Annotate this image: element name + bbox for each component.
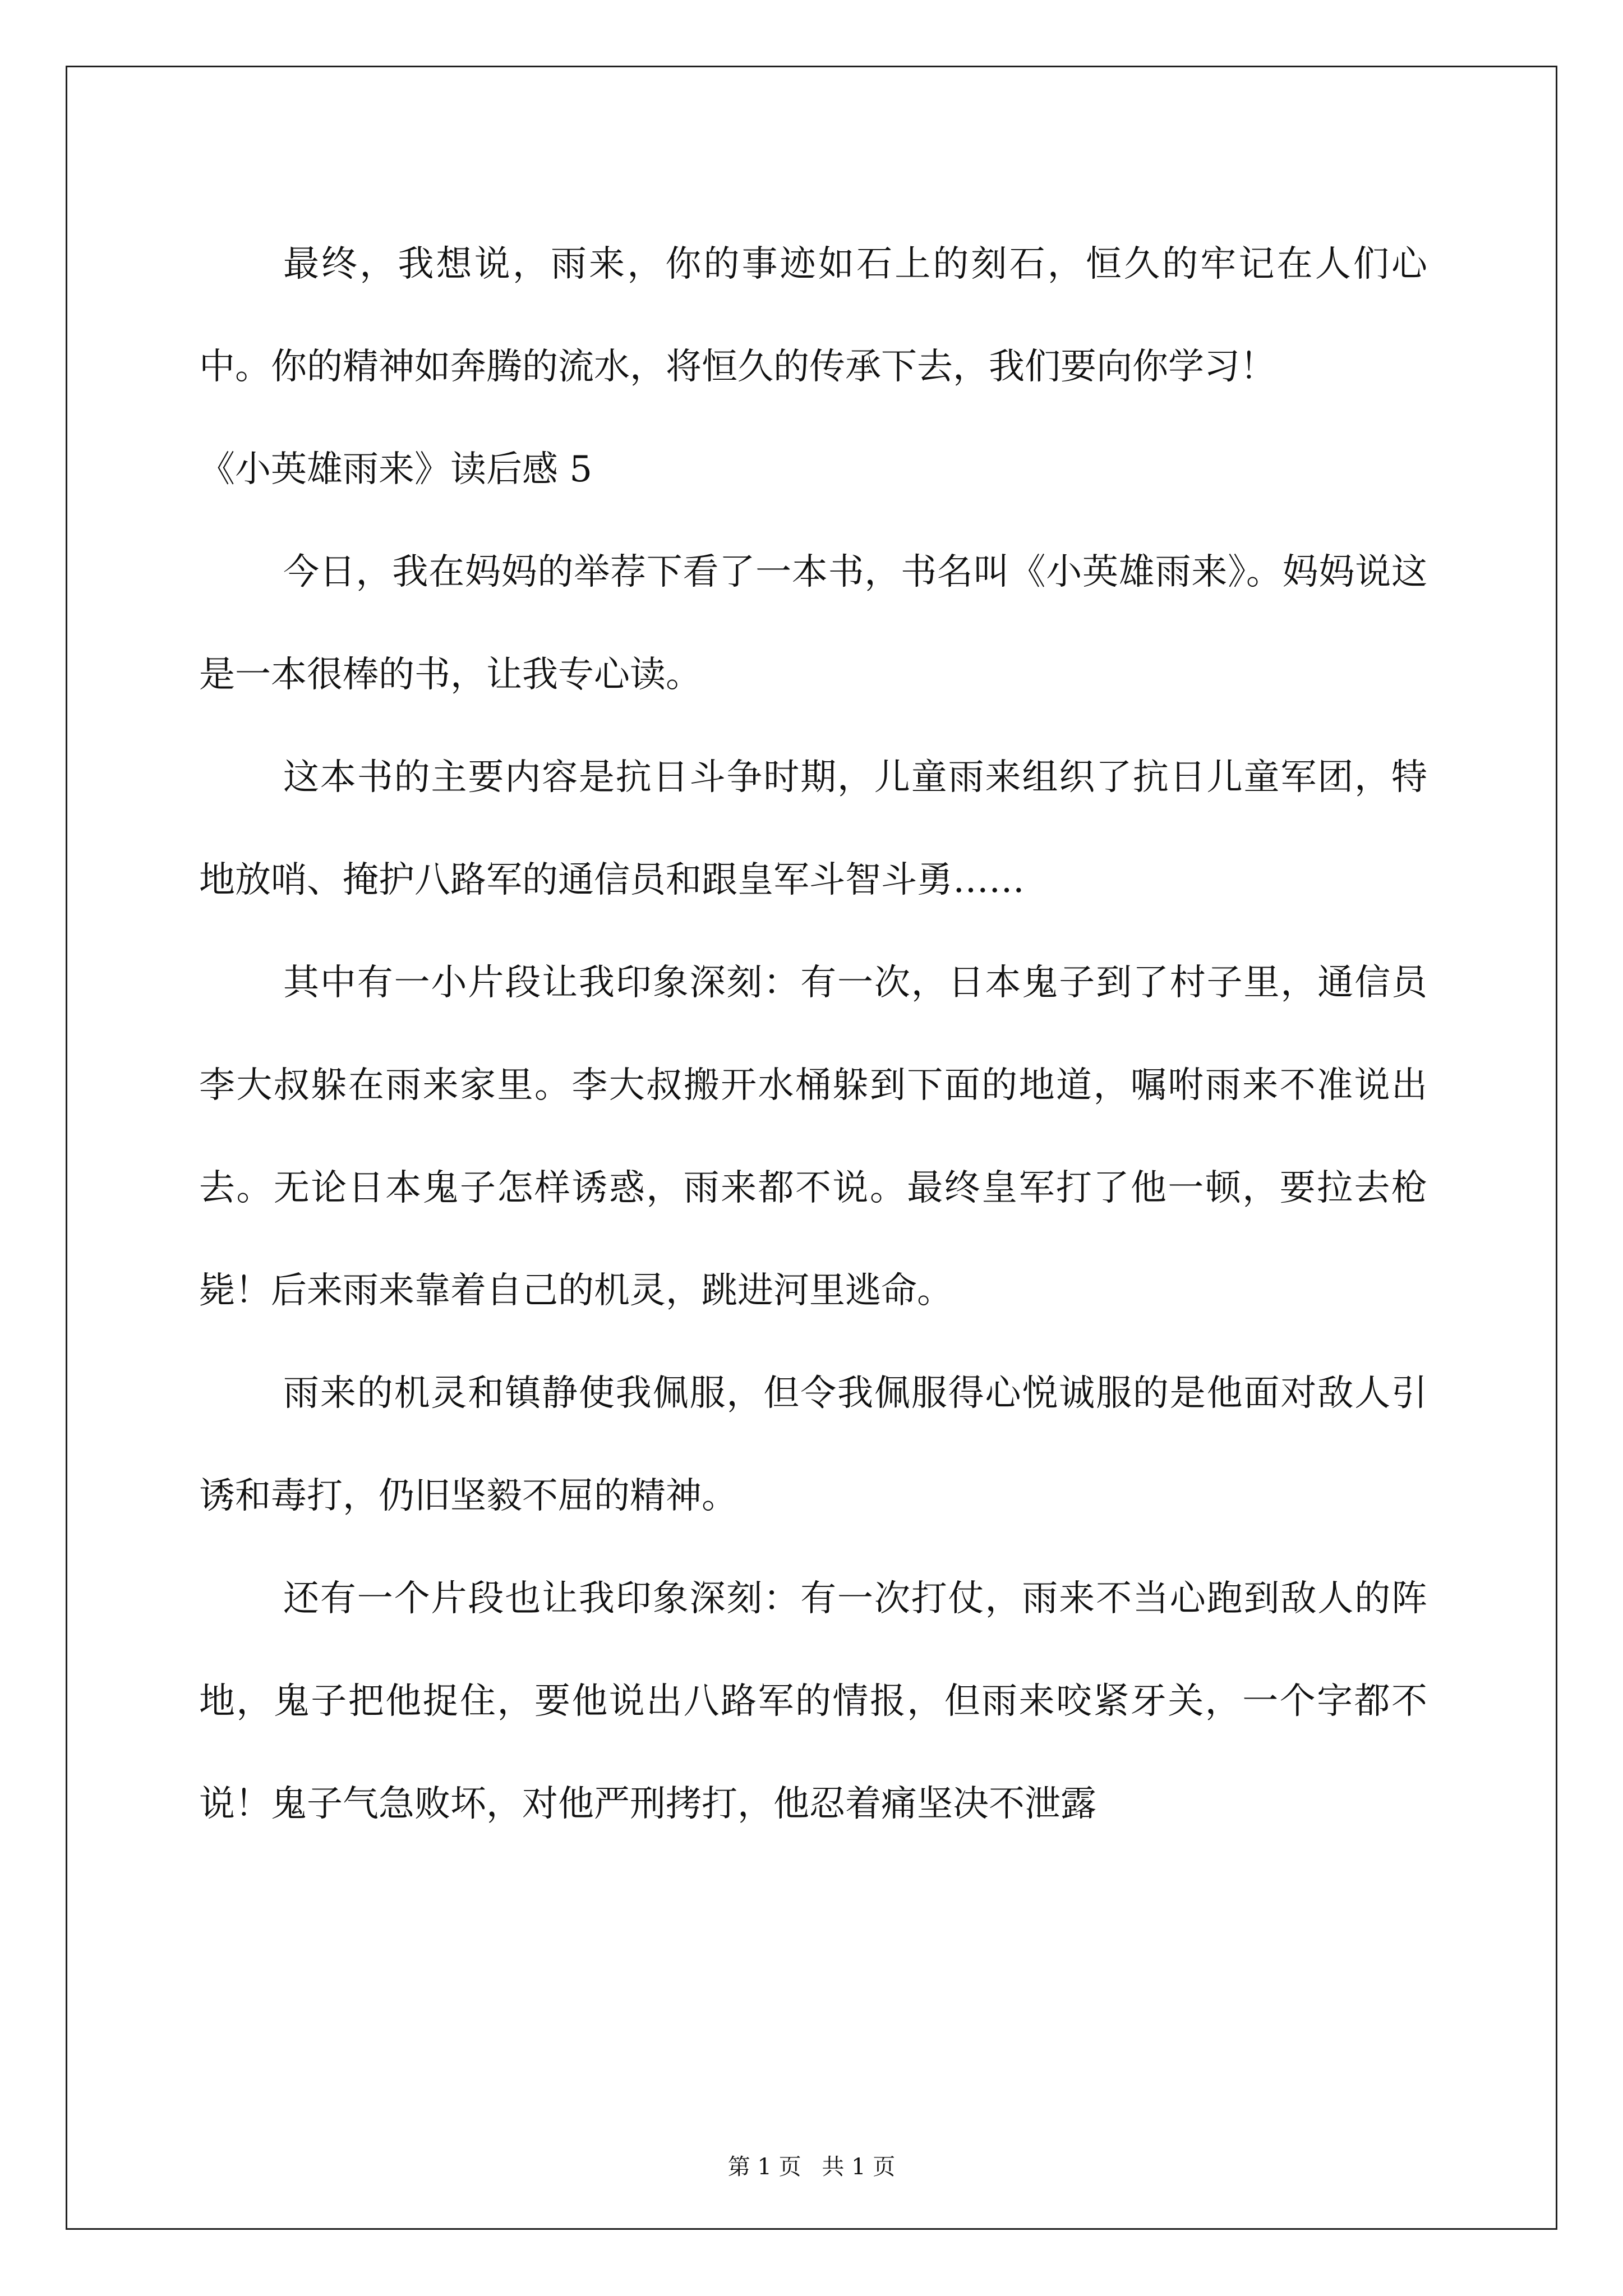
paragraph-admiration: 雨来的机灵和镇静使我佩服，但令我佩服得心悦诚服的是他面对敌人引诱和毒打，仍旧坚毅不屈的精神。	[199, 1373, 1427, 1517]
paragraph-summary: 这本书的主要内容是抗日斗争时期，儿童雨来组织了抗日儿童军团，特地放哨、掩护八路军的通信员和跟皇军斗智斗勇……	[199, 757, 1427, 901]
page-total: 共 1 页	[822, 2154, 896, 2180]
page-number: 第 1 页	[727, 2154, 801, 2180]
paragraph-intro: 今日，我在妈妈的举荐下看了一本书，书名叫《小英雄雨来》。妈妈说这是一本很棒的书，让我专心读。	[199, 551, 1427, 696]
document-body	[199, 213, 1427, 1856]
paragraph-closing: 最终，我想说，雨来，你的事迹如石上的刻石，恒久的牢记在人们心中。你的精神如奔腾的流水，将恒久的传承下去，我们要向你学习！	[199, 243, 1427, 388]
page-footer	[0, 2150, 1623, 2184]
paragraph-episode-one: 其中有一小片段让我印象深刻：有一次，日本鬼子到了村子里，通信员李大叔躲在雨来家里。李大叔搬开水桶躲到下面的地道，嘱咐雨来不准说出去。无论日本鬼子怎样诱惑，雨来都不说。最终皇军打了他一顿，要拉去枪毙！后来雨来靠着自己的机灵，跳进河里逃命。	[199, 962, 1427, 1312]
paragraph-episode-two: 还有一个片段也让我印象深刻：有一次打仗，雨来不当心跑到敌人的阵地，鬼子把他捉住，要他说出八路军的情报，但雨来咬紧牙关，一个字都不说！鬼子气急败坏，对他严刑拷打，他忍着痛坚决不泄露	[199, 1578, 1427, 1825]
section-heading: 《小英雄雨来》读后感 5	[199, 449, 593, 490]
